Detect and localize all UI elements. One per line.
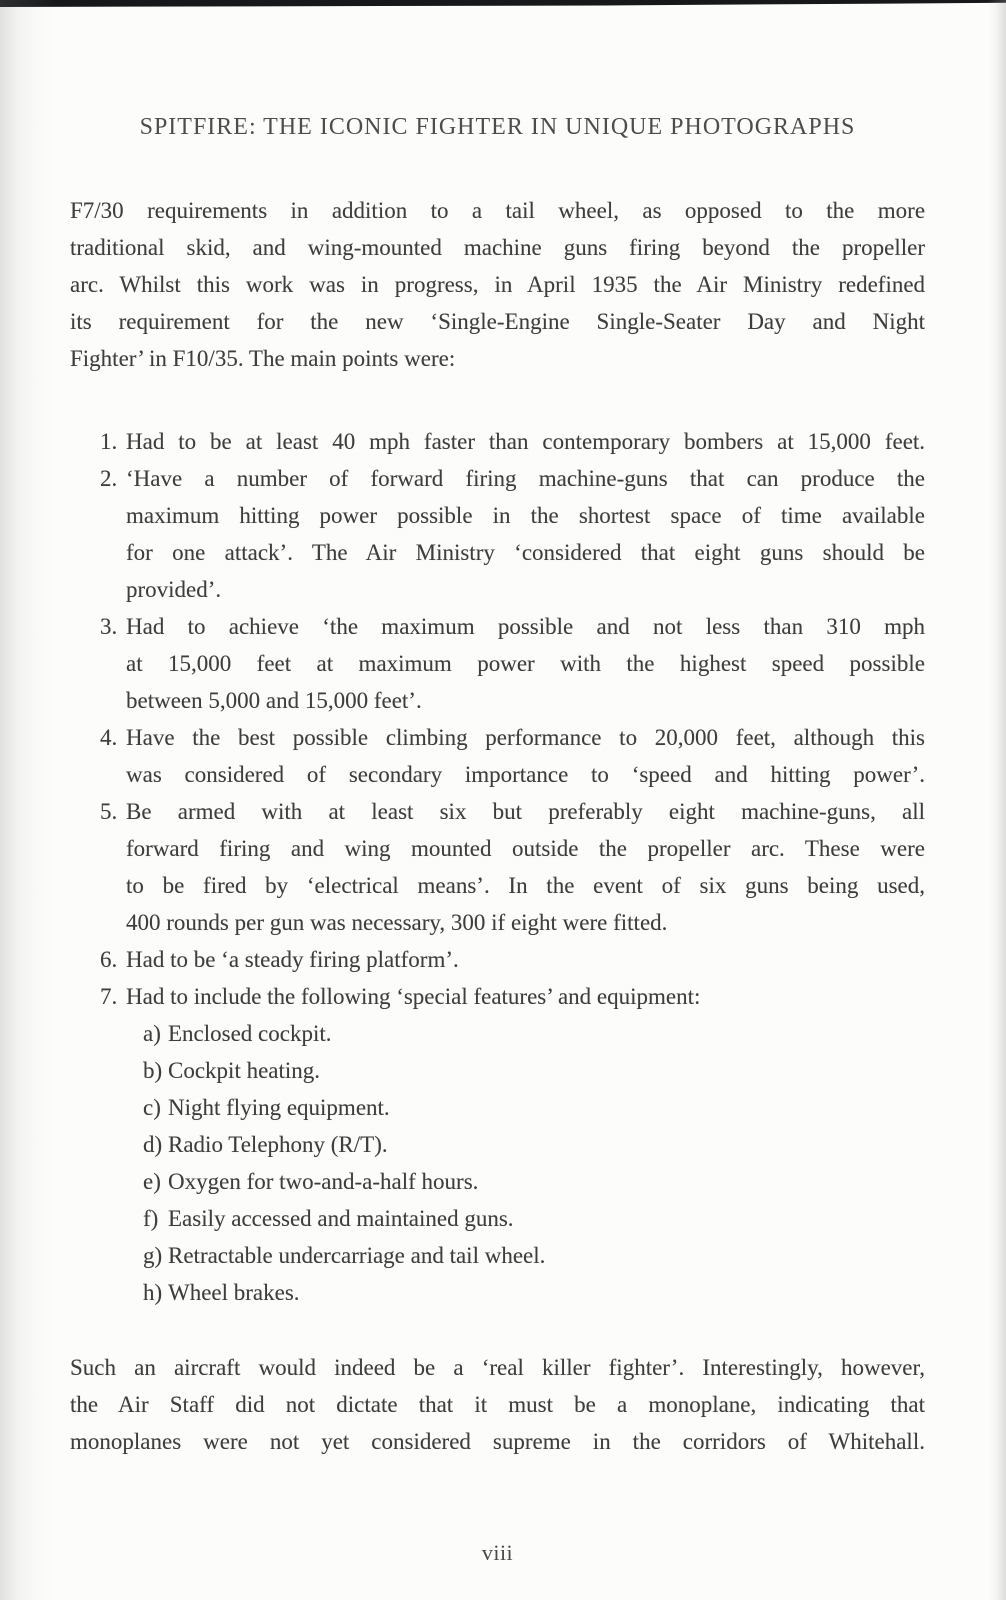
list-letter: g): [143, 1243, 163, 1268]
equipment-sublist: [70, 1015, 925, 1311]
equipment-item: [70, 1237, 925, 1274]
text-line: provided’.: [126, 577, 222, 602]
equipment-item: [70, 1163, 925, 1200]
text-line: Oxygen for two-and-a-half hours.: [168, 1169, 479, 1194]
text-line: Had to achieve ‘the maximum possible and not less than 310 mph: [126, 614, 926, 639]
intro-paragraph: [70, 192, 925, 377]
text-line: was considered of secondary importance to ‘speed and hitting power’.: [126, 762, 926, 787]
requirement-item: [70, 719, 925, 793]
text-line: Fighter’ in F10/35. The main points were:: [70, 346, 456, 371]
text-line: arc. Whilst this work was in progress, in April 1935 the Air Ministry redefined: [70, 272, 926, 297]
list-letter: f): [143, 1206, 159, 1231]
list-number: 7.: [100, 984, 118, 1009]
requirement-item: [70, 793, 925, 941]
equipment-item: [70, 1126, 925, 1163]
text-line: maximum hitting power possible in the shortest space of time available: [126, 503, 925, 528]
requirement-item: [70, 423, 925, 460]
text-line: to be fired by ‘electrical means’. In the event of six guns being used,: [126, 873, 925, 898]
text-line: 400 rounds per gun was necessary, 300 if eight were fitted.: [126, 910, 668, 935]
text-line: monoplanes were not yet considered supreme in the corridors of Whitehall.: [70, 1429, 925, 1454]
text-line: Had to include the following ‘special features’ and equipment:: [126, 984, 701, 1009]
list-number: 6.: [100, 947, 118, 972]
requirements-list: [70, 423, 925, 1015]
text-line: Radio Telephony (R/T).: [168, 1132, 388, 1157]
text-line: Had to be ‘a steady firing platform’.: [126, 947, 459, 972]
text-line: Be armed with at least six but preferably eight machine-guns, all: [126, 799, 926, 824]
list-number: 4.: [100, 725, 118, 750]
text-line: Wheel brakes.: [168, 1280, 300, 1305]
list-number: 3.: [100, 614, 118, 639]
text-line: traditional skid, and wing-mounted machine guns firing beyond the propeller: [70, 235, 925, 260]
list-number: 5.: [100, 799, 118, 824]
requirement-item: [70, 978, 925, 1015]
requirement-item: [70, 608, 925, 719]
text-line: forward firing and wing mounted outside the propeller arc. These were: [126, 836, 925, 861]
text-line: Cockpit heating.: [168, 1058, 321, 1083]
list-number: 1.: [100, 429, 118, 454]
equipment-item: [70, 1274, 925, 1311]
list-letter: e): [143, 1169, 161, 1194]
list-letter: a): [143, 1021, 161, 1046]
text-line: for one attack’. The Air Ministry ‘considered that eight guns should be: [126, 540, 925, 565]
text-line: F7/30 requirements in addition to a tail wheel, as opposed to the more: [70, 198, 926, 223]
list-letter: d): [143, 1132, 163, 1157]
equipment-item: [70, 1015, 925, 1052]
text-line: at 15,000 feet at maximum power with the highest speed possible: [126, 651, 925, 676]
text-line: Easily accessed and maintained guns.: [168, 1206, 514, 1231]
running-header: SPITFIRE: THE ICONIC FIGHTER IN UNIQUE PHOTOGRAPHS: [139, 114, 856, 140]
list-letter: h): [143, 1280, 163, 1305]
list-number: 2.: [100, 466, 118, 491]
list-letter: c): [143, 1095, 161, 1120]
list-letter: b): [143, 1058, 163, 1083]
text-line: Retractable undercarriage and tail wheel.: [168, 1243, 546, 1268]
page-number: viii: [481, 1540, 514, 1565]
text-line: Such an aircraft would indeed be a ‘real killer fighter’. Interestingly, however,: [70, 1355, 925, 1380]
text-line: between 5,000 and 15,000 feet’.: [126, 688, 422, 713]
text-line: the Air Staff did not dictate that it must be a monoplane, indicating that: [70, 1392, 926, 1417]
equipment-item: [70, 1052, 925, 1089]
text-line: ‘Have a number of forward firing machine-guns that can produce the: [126, 466, 926, 491]
text-line: Night flying equipment.: [168, 1095, 390, 1120]
closing-paragraph: [70, 1349, 925, 1460]
text-line: Have the best possible climbing performance to 20,000 feet, although this: [126, 725, 926, 750]
text-line: Enclosed cockpit.: [168, 1021, 332, 1046]
requirement-item: [70, 941, 925, 978]
equipment-item: [70, 1200, 925, 1237]
text-line: its requirement for the new ‘Single-Engine Single-Seater Day and Night: [70, 309, 925, 334]
text-line: Had to be at least 40 mph faster than contemporary bombers at 15,000 feet.: [126, 429, 926, 454]
equipment-item: [70, 1089, 925, 1126]
requirement-item: [70, 460, 925, 608]
